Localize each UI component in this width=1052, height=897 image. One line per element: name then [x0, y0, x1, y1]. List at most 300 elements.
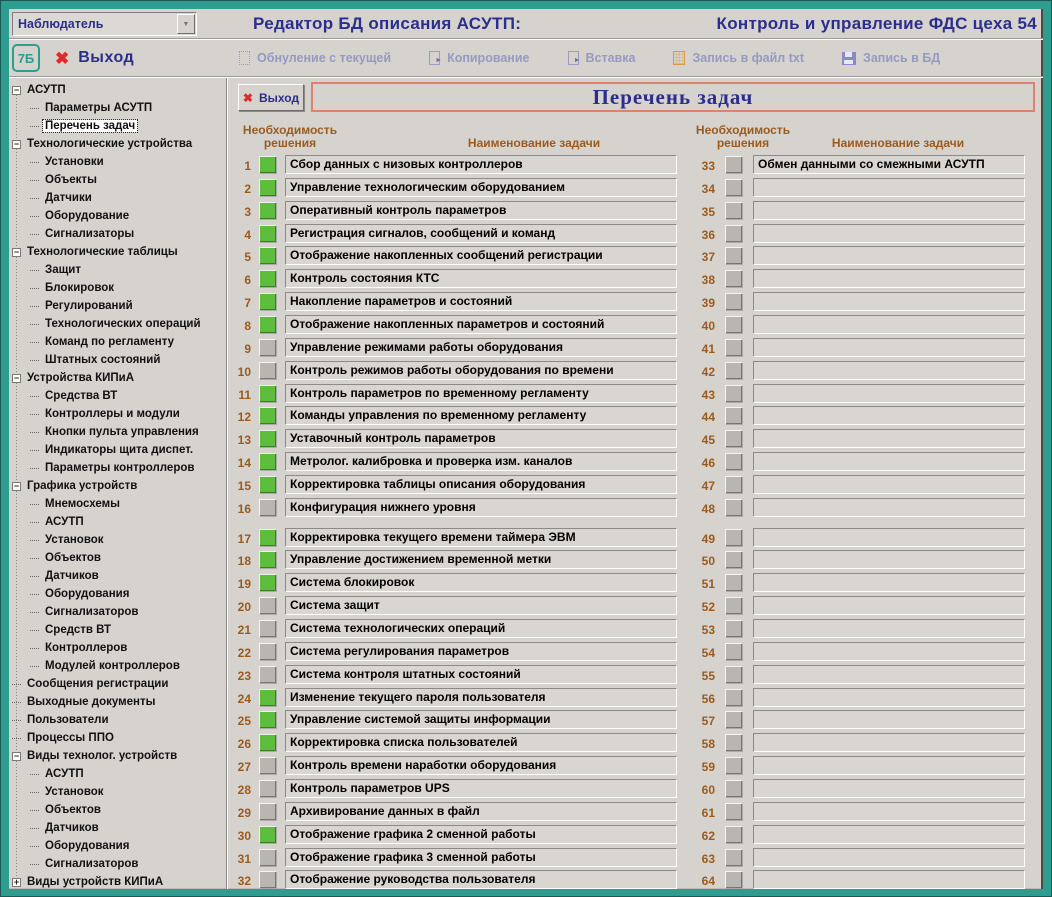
need-checkbox[interactable]: [725, 574, 742, 591]
task-name-field[interactable]: Оперативный контроль параметров: [285, 201, 677, 220]
task-row: [229, 666, 1043, 686]
sidebar-item-label: Объектов: [45, 552, 102, 564]
need-header-line1: Необходимость: [242, 123, 338, 137]
task-number: 2: [244, 182, 251, 196]
tree-connector: [30, 216, 39, 217]
tree-connector: [30, 504, 39, 505]
task-row: [229, 407, 1043, 427]
app-title: Редактор БД описания АСУТП:: [253, 14, 522, 33]
task-name-field[interactable]: [753, 498, 1025, 517]
sidebar-item-label: Средств ВТ: [45, 624, 112, 636]
sidebar-item-label: Оборудования: [45, 588, 130, 600]
sidebar-item[interactable]: [9, 567, 226, 585]
user-role-dropdown[interactable]: [12, 12, 197, 36]
sidebar-item[interactable]: [9, 117, 226, 135]
need-checkbox[interactable]: [725, 803, 742, 820]
clipboard-copy-icon: [429, 51, 440, 65]
task-name-field[interactable]: Контроль состояния КТС: [285, 269, 677, 288]
need-checkbox[interactable]: [725, 430, 742, 447]
sidebar-item[interactable]: [9, 711, 226, 729]
sidebar-item-label: Датчиков: [45, 570, 99, 582]
title-bar: [9, 9, 1043, 39]
tree-connector: [12, 702, 21, 703]
task-number: 49: [701, 532, 715, 546]
need-checkbox[interactable]: [725, 551, 742, 568]
task-number: 41: [701, 342, 715, 356]
need-checkbox[interactable]: [725, 362, 742, 379]
need-checkbox[interactable]: [725, 871, 742, 888]
tree-connector: [30, 558, 39, 559]
task-number: 11: [238, 388, 251, 402]
sidebar-item-label: Защит: [45, 264, 82, 276]
task-name-field[interactable]: Отображение графика 2 сменной работы: [285, 825, 677, 844]
task-name-field[interactable]: Накопление параметров и состояний: [285, 292, 677, 311]
task-number: 14: [237, 456, 251, 470]
need-checkbox[interactable]: [725, 247, 742, 264]
task-row: [229, 643, 1043, 663]
task-row: [229, 551, 1043, 571]
sidebar-item-label: Технологические таблицы: [27, 246, 178, 258]
need-checkbox[interactable]: [725, 156, 742, 173]
tree-connector: [30, 828, 39, 829]
sidebar-item[interactable]: [9, 747, 226, 765]
task-number: 47: [701, 479, 715, 493]
task-name-field[interactable]: [753, 733, 1025, 752]
tree-connector: [30, 324, 39, 325]
sidebar-item-label: Регулирований: [45, 300, 133, 312]
tree-connector: [30, 630, 39, 631]
task-number: 30: [237, 829, 251, 843]
sidebar-item[interactable]: [9, 801, 226, 819]
sidebar-item[interactable]: [9, 531, 226, 549]
panel-title-box: [311, 82, 1035, 112]
sidebar-item-label: Устройства КИПиА: [27, 372, 135, 384]
task-number: 52: [701, 600, 715, 614]
sidebar-item[interactable]: [9, 477, 226, 495]
sidebar-item[interactable]: [9, 297, 226, 315]
task-name-field[interactable]: [753, 756, 1025, 775]
panel-exit-label: Выход: [258, 90, 300, 105]
task-name-field[interactable]: [753, 596, 1025, 615]
task-number: 31: [237, 852, 251, 866]
task-number: 9: [244, 342, 251, 356]
task-number: 57: [701, 714, 715, 728]
task-row: [229, 179, 1043, 199]
app-logo: 7Б: [12, 44, 40, 72]
sidebar-item[interactable]: [9, 189, 226, 207]
task-name-field[interactable]: Уставочный контроль параметров: [285, 429, 677, 448]
task-name-field[interactable]: [753, 870, 1025, 889]
sidebar-item-label: Технологические устройства: [27, 138, 193, 150]
need-checkbox[interactable]: [725, 407, 742, 424]
tree-connector: [30, 126, 39, 127]
sidebar-item[interactable]: [9, 495, 226, 513]
sidebar-item-label: Оборудование: [45, 210, 130, 222]
task-number: 53: [701, 623, 715, 637]
task-number: 39: [701, 296, 715, 310]
task-name-field[interactable]: [753, 452, 1025, 471]
collapse-icon[interactable]: −: [13, 84, 20, 95]
sidebar-item[interactable]: [9, 513, 226, 531]
need-header-line2: решения: [263, 136, 317, 150]
task-name-field[interactable]: Контроль параметров UPS: [285, 779, 677, 798]
task-row: [229, 156, 1043, 176]
task-name-field[interactable]: [753, 665, 1025, 684]
file-table-icon: [673, 51, 685, 65]
sidebar-item-label: Установок: [45, 786, 104, 798]
need-checkbox[interactable]: [725, 780, 742, 797]
sidebar-item[interactable]: [9, 99, 226, 117]
tree-connector: [30, 594, 39, 595]
expand-icon[interactable]: +: [13, 876, 20, 887]
task-number: 17: [237, 532, 251, 546]
sidebar-item[interactable]: [9, 153, 226, 171]
task-name-field[interactable]: [753, 550, 1025, 569]
tree-connector: [30, 864, 39, 865]
sidebar-item[interactable]: [9, 243, 226, 261]
task-number: 32: [237, 874, 251, 888]
task-number: 63: [701, 852, 715, 866]
name-column-header-right: Наименование задачи: [831, 136, 965, 150]
sidebar-item[interactable]: [9, 783, 226, 801]
task-row: [229, 202, 1043, 222]
need-checkbox[interactable]: [725, 202, 742, 219]
task-name-field[interactable]: [753, 406, 1025, 425]
reset-from-current-button[interactable]: [239, 51, 391, 65]
dropdown-button[interactable]: [177, 14, 195, 34]
task-number: 22: [237, 646, 251, 660]
task-name-field[interactable]: Сбор данных с низовых контроллеров: [285, 155, 677, 174]
need-header-line2: решения: [716, 136, 770, 150]
copy-button[interactable]: [429, 51, 529, 65]
task-number: 21: [237, 623, 251, 637]
need-checkbox[interactable]: [725, 620, 742, 637]
sidebar-item-label: Датчиков: [45, 822, 99, 834]
task-number: 55: [701, 669, 715, 683]
task-name-field[interactable]: [753, 848, 1025, 867]
need-checkbox[interactable]: [725, 757, 742, 774]
tree-connector: [30, 162, 39, 163]
task-name-field[interactable]: Конфигурация нижнего уровня: [285, 498, 677, 517]
task-name-field[interactable]: Управление технологическим оборудованием: [285, 178, 677, 197]
task-number: 28: [237, 783, 251, 797]
need-checkbox[interactable]: [725, 385, 742, 402]
task-name-field[interactable]: [753, 802, 1025, 821]
task-number: 40: [701, 319, 715, 333]
task-number: 7: [244, 296, 251, 310]
need-checkbox[interactable]: [725, 597, 742, 614]
sidebar-item[interactable]: [9, 603, 226, 621]
task-name-field[interactable]: Отображение накопленных параметров и состояний: [285, 315, 677, 334]
sidebar-item-label: Индикаторы щита диспет.: [45, 444, 194, 456]
sidebar-item[interactable]: [9, 459, 226, 477]
task-row: [229, 574, 1043, 594]
tree-connector: [30, 198, 39, 199]
task-name-field[interactable]: [753, 825, 1025, 844]
task-name-field[interactable]: Архивирование данных в файл: [285, 802, 677, 821]
paste-button[interactable]: [568, 51, 636, 65]
task-name-field[interactable]: Система технологических операций: [285, 619, 677, 638]
clipboard-paste-icon: [568, 51, 579, 65]
sidebar-item[interactable]: [9, 369, 226, 387]
task-name-field[interactable]: [753, 688, 1025, 707]
name-column-header-left: Наименование задачи: [467, 136, 601, 150]
task-name-field[interactable]: Изменение текущего пароля пользователя: [285, 688, 677, 707]
task-number: 25: [237, 714, 251, 728]
task-name-field[interactable]: [753, 619, 1025, 638]
copy-label: Копирование: [447, 51, 530, 65]
sidebar-item[interactable]: [9, 693, 226, 711]
task-row: [229, 499, 1043, 519]
task-name-field[interactable]: [753, 269, 1025, 288]
sidebar-item[interactable]: [9, 837, 226, 855]
task-number: 50: [701, 554, 715, 568]
need-checkbox[interactable]: [725, 529, 742, 546]
tree-connector: [30, 576, 39, 577]
task-number: 62: [701, 829, 715, 843]
tree-connector: [30, 270, 39, 271]
need-checkbox[interactable]: [725, 734, 742, 751]
sidebar-item-label: Сигнализаторов: [45, 858, 139, 870]
task-name-field[interactable]: Регистрация сигналов, сообщений и команд: [285, 224, 677, 243]
task-name-field[interactable]: Корректировка таблицы описания оборудования: [285, 475, 677, 494]
task-number: 19: [237, 577, 251, 591]
task-name-field[interactable]: Обмен данными со смежными АСУТП: [753, 155, 1025, 174]
tree-connector: [30, 288, 39, 289]
task-name-field[interactable]: Команды управления по временному регламенту: [285, 406, 677, 425]
tree-connector: [30, 306, 39, 307]
sidebar-item[interactable]: [9, 225, 226, 243]
sidebar-item[interactable]: [9, 729, 226, 747]
task-number: 12: [237, 410, 251, 424]
task-row: [229, 620, 1043, 640]
sidebar-item-label: Установки: [45, 156, 104, 168]
task-number: 37: [701, 250, 715, 264]
sidebar-item-label: Выходные документы: [27, 696, 156, 708]
task-name-field[interactable]: Управление режимами работы оборудования: [285, 338, 677, 357]
task-name-field[interactable]: Контроль времени наработки оборудования: [285, 756, 677, 775]
need-checkbox[interactable]: [725, 339, 742, 356]
task-name-field[interactable]: Контроль режимов работы оборудования по времени: [285, 361, 677, 380]
sidebar-item[interactable]: [9, 441, 226, 459]
sidebar-item[interactable]: [9, 207, 226, 225]
task-name-field[interactable]: [753, 429, 1025, 448]
close-icon: ✖: [55, 48, 70, 68]
task-name-field[interactable]: [753, 338, 1025, 357]
collapse-icon[interactable]: −: [13, 750, 20, 761]
task-name-field[interactable]: [753, 528, 1025, 547]
collapse-icon[interactable]: −: [13, 138, 20, 149]
task-name-field[interactable]: [753, 178, 1025, 197]
task-name-field[interactable]: Корректировка списка пользователей: [285, 733, 677, 752]
sidebar-item[interactable]: [9, 315, 226, 333]
need-checkbox[interactable]: [725, 849, 742, 866]
tree-connector: [30, 810, 39, 811]
sidebar-item-label: АСУТП: [45, 768, 84, 780]
sidebar-item[interactable]: [9, 279, 226, 297]
sidebar-item[interactable]: [9, 405, 226, 423]
sidebar-item[interactable]: [9, 423, 226, 441]
sidebar-item[interactable]: [9, 585, 226, 603]
need-checkbox[interactable]: [725, 689, 742, 706]
need-checkbox[interactable]: [725, 499, 742, 516]
need-checkbox[interactable]: [725, 316, 742, 333]
sidebar-item[interactable]: [9, 765, 226, 783]
sidebar-item-label: Объекты: [45, 174, 97, 186]
task-name-field[interactable]: [753, 201, 1025, 220]
need-checkbox[interactable]: [725, 453, 742, 470]
task-name-field[interactable]: [753, 384, 1025, 403]
task-name-field[interactable]: [753, 573, 1025, 592]
task-name-field[interactable]: [753, 292, 1025, 311]
task-name-field[interactable]: Система контроля штатных состояний: [285, 665, 677, 684]
task-name-field[interactable]: Система регулирования параметров: [285, 642, 677, 661]
sidebar-item[interactable]: [9, 549, 226, 567]
task-name-field[interactable]: Управление системой защиты информации: [285, 710, 677, 729]
task-name-field[interactable]: Отображение накопленных сообщений регистрации: [285, 246, 677, 265]
task-name-field[interactable]: Корректировка текущего времени таймера ЭВМ: [285, 528, 677, 547]
need-checkbox[interactable]: [725, 711, 742, 728]
task-number: 38: [701, 273, 715, 287]
need-checkbox[interactable]: [725, 826, 742, 843]
need-checkbox[interactable]: [725, 643, 742, 660]
task-name-field[interactable]: [753, 315, 1025, 334]
tree-connector: [30, 648, 39, 649]
panel-exit-button[interactable]: [238, 84, 304, 111]
task-name-field[interactable]: [753, 642, 1025, 661]
tree-connector: [30, 450, 39, 451]
task-number: 27: [237, 760, 251, 774]
task-row: [229, 871, 1043, 891]
sidebar-item-label: Технологических операций: [45, 318, 201, 330]
task-name-field[interactable]: [753, 224, 1025, 243]
task-number: 58: [701, 737, 715, 751]
task-row: [229, 780, 1043, 800]
sidebar-item[interactable]: [9, 261, 226, 279]
task-name-field[interactable]: [753, 779, 1025, 798]
sidebar-item[interactable]: [9, 657, 226, 675]
task-number: 8: [244, 319, 251, 333]
task-name-field[interactable]: [753, 361, 1025, 380]
need-checkbox[interactable]: [725, 476, 742, 493]
task-row: [229, 734, 1043, 754]
sidebar-item-label: Мнемосхемы: [45, 498, 120, 510]
tree-connector: [30, 234, 39, 235]
task-row: [229, 803, 1043, 823]
task-number: 24: [237, 692, 251, 706]
save-to-txt-button[interactable]: [673, 51, 804, 65]
sidebar-item[interactable]: [9, 333, 226, 351]
task-number: 3: [244, 205, 251, 219]
sidebar-item[interactable]: [9, 639, 226, 657]
task-number: 56: [701, 692, 715, 706]
panel-title: Перечень задач: [592, 84, 754, 109]
task-number: 4: [244, 228, 251, 242]
need-checkbox[interactable]: [725, 666, 742, 683]
sidebar-item[interactable]: [9, 171, 226, 189]
user-role-value: Наблюдатель: [18, 17, 104, 31]
exit-button[interactable]: [49, 44, 140, 72]
sidebar-item[interactable]: [9, 81, 226, 99]
sidebar-item-label: Сообщения регистрации: [27, 678, 169, 690]
tree-connector: [30, 540, 39, 541]
sidebar-item[interactable]: [9, 621, 226, 639]
task-name-field[interactable]: [753, 710, 1025, 729]
sidebar-item[interactable]: [9, 135, 226, 153]
content-area: [9, 78, 1043, 889]
task-name-field[interactable]: Управление достижением временной метки: [285, 550, 677, 569]
task-name-field[interactable]: Контроль параметров по временному регламенту: [285, 384, 677, 403]
task-row: [229, 430, 1043, 450]
sidebar-item[interactable]: [9, 675, 226, 693]
save-to-db-button[interactable]: [842, 51, 940, 65]
need-checkbox[interactable]: [725, 293, 742, 310]
need-checkbox[interactable]: [725, 179, 742, 196]
task-row: [229, 316, 1043, 336]
task-number: 10: [237, 365, 251, 379]
sidebar-item-label: Пользователи: [27, 714, 109, 726]
task-name-field[interactable]: Отображение руководства пользователя: [285, 870, 677, 889]
need-checkbox[interactable]: [725, 225, 742, 242]
sidebar-item[interactable]: [9, 819, 226, 837]
exit-button-label: Выход: [78, 49, 135, 66]
collapse-icon[interactable]: −: [13, 372, 20, 383]
floppy-disk-icon: [842, 52, 856, 65]
sidebar-item[interactable]: [9, 855, 226, 873]
sidebar-item-label: Штатных состояний: [45, 354, 161, 366]
tree-connector: [12, 720, 21, 721]
task-number: 34: [701, 182, 715, 196]
sidebar-item-label: Модулей контроллеров: [45, 660, 180, 672]
sidebar-item-label: Объектов: [45, 804, 102, 816]
sidebar-item-label: Средства ВТ: [45, 390, 118, 402]
tree-connector: [12, 684, 21, 685]
close-icon: ✖: [242, 90, 253, 105]
need-checkbox[interactable]: [725, 270, 742, 287]
chevron-down-icon: ▼: [182, 20, 190, 28]
task-row: [229, 225, 1043, 245]
task-number: 1: [244, 159, 251, 173]
sidebar-item-label: Виды устройств КИПиА: [27, 876, 164, 888]
sidebar-item[interactable]: [9, 387, 226, 405]
tree-connector: [30, 666, 39, 667]
task-row: [229, 529, 1043, 549]
task-number: 64: [701, 874, 715, 888]
task-name-field[interactable]: Система защит: [285, 596, 677, 615]
task-row: [229, 247, 1043, 267]
task-rows-container: [229, 156, 1043, 889]
task-number: 20: [237, 600, 251, 614]
sidebar-item-label: АСУТП: [45, 516, 84, 528]
tree-connector: [30, 774, 39, 775]
sidebar-item[interactable]: [9, 351, 226, 369]
tree-connector: [12, 738, 21, 739]
task-name-field[interactable]: Система блокировок: [285, 573, 677, 592]
need-column-header-left: [231, 124, 349, 150]
task-name-field[interactable]: Метролог. калибровка и проверка изм. каналов: [285, 452, 677, 471]
task-number: 26: [237, 737, 251, 751]
sidebar-item-label: Параметры АСУТП: [45, 102, 153, 114]
collapse-icon[interactable]: −: [13, 480, 20, 491]
task-list-panel: [229, 78, 1043, 889]
task-name-field[interactable]: [753, 246, 1025, 265]
task-name-field[interactable]: Отображение графика 3 сменной работы: [285, 848, 677, 867]
sidebar-item[interactable]: [9, 873, 226, 889]
collapse-icon[interactable]: −: [13, 246, 20, 257]
sidebar-item-label: Оборудования: [45, 840, 130, 852]
sidebar-item-label: Блокировок: [45, 282, 115, 294]
task-name-field[interactable]: [753, 475, 1025, 494]
